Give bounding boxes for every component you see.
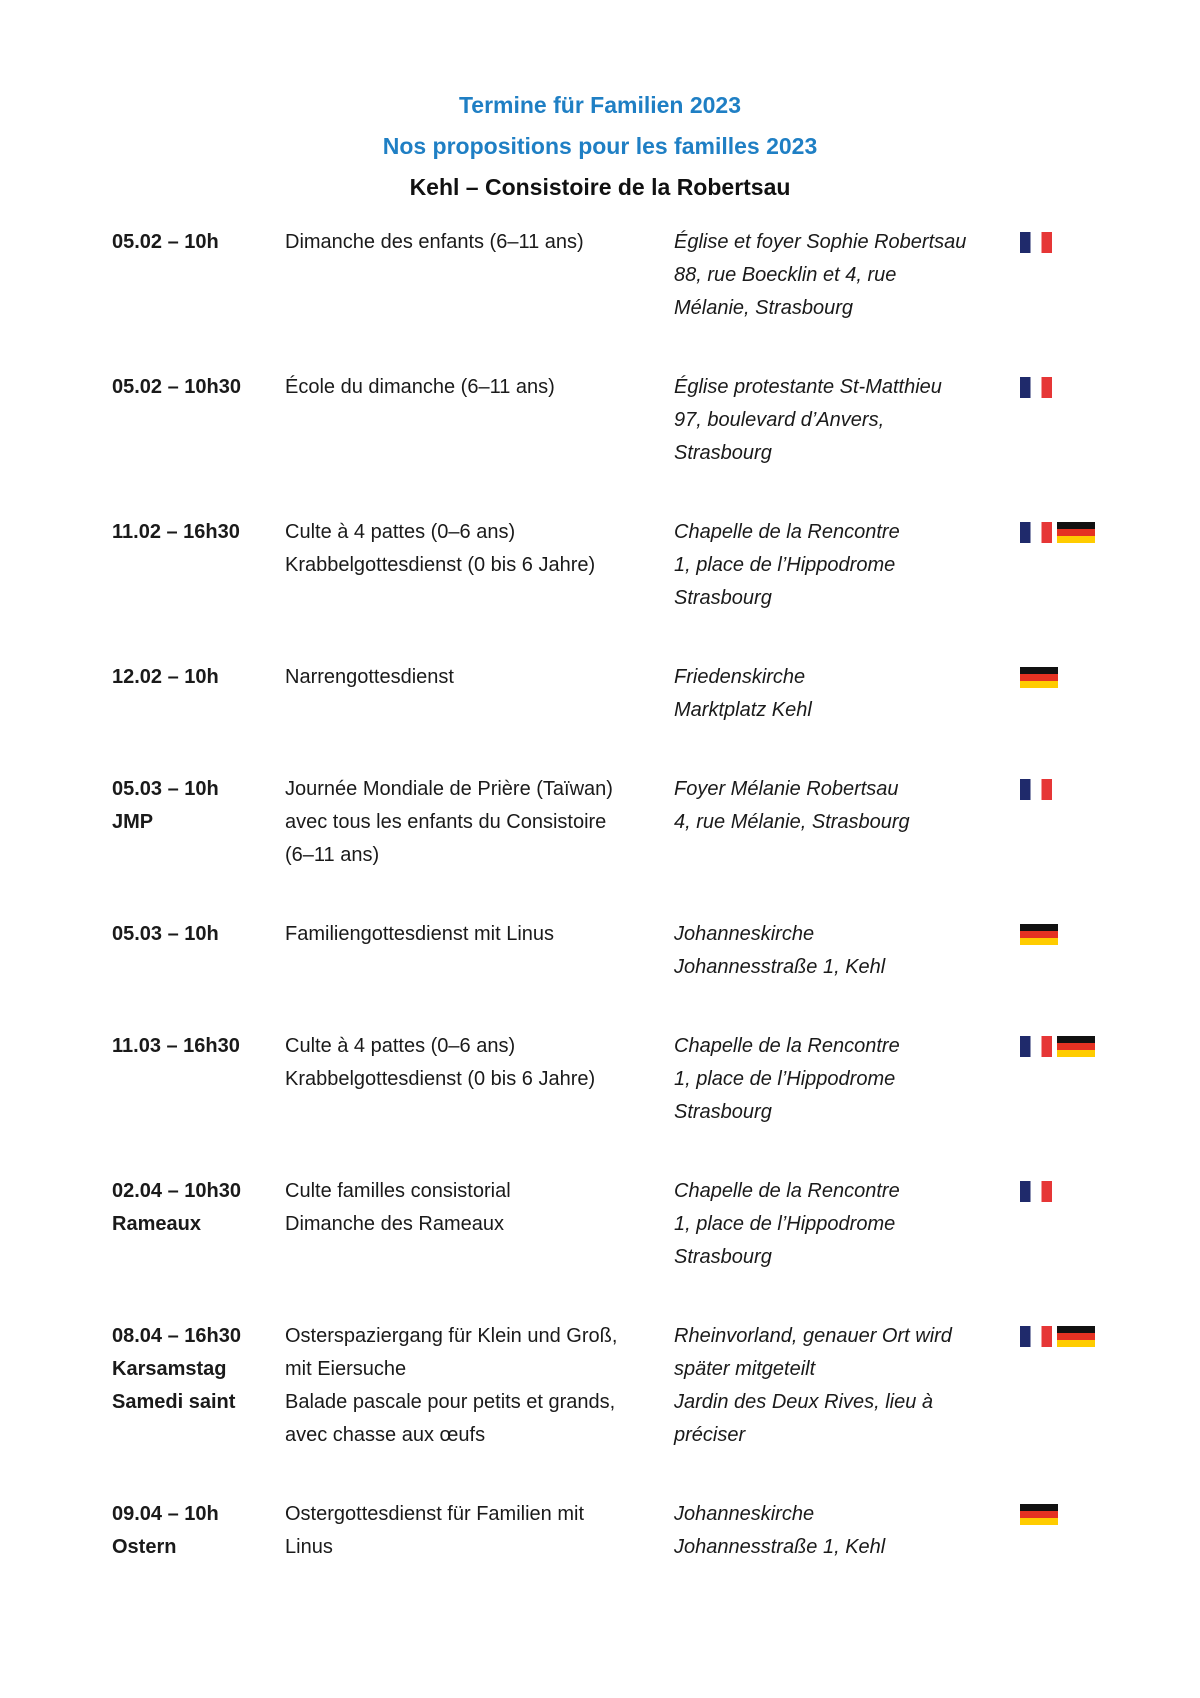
french-flag-icon bbox=[1020, 232, 1052, 253]
entry-date bbox=[112, 661, 277, 694]
language-flags bbox=[1020, 1036, 1095, 1056]
entry-date bbox=[112, 773, 277, 839]
entry-date-line: 05.03 – 10h bbox=[112, 923, 219, 945]
entry-location-line: 97, boulevard d’Anvers, bbox=[674, 409, 885, 431]
entry-date-line: Ostern bbox=[112, 1536, 177, 1558]
entry-location-line: 1, place de l’Hippodrome bbox=[674, 554, 896, 576]
entry-title-line: Journée Mondiale de Prière (Taïwan) bbox=[285, 778, 613, 800]
schedule-entry bbox=[100, 1503, 1110, 1580]
entry-title-line: Dimanche des Rameaux bbox=[285, 1213, 504, 1235]
language-flags bbox=[1020, 1326, 1095, 1346]
entry-date bbox=[112, 516, 277, 549]
entry-location-line: Église protestante St-Matthieu bbox=[674, 376, 942, 398]
entry-date-line: 08.04 – 16h30 bbox=[112, 1325, 241, 1347]
entry-location-line: Jardin des Deux Rives, lieu à bbox=[674, 1391, 934, 1413]
entry-title-line: Culte à 4 pattes (0–6 ans) bbox=[285, 1035, 516, 1057]
entry-location bbox=[674, 661, 1004, 727]
french-flag-icon bbox=[1020, 779, 1052, 800]
entry-title bbox=[285, 773, 670, 872]
entry-location bbox=[674, 773, 1004, 839]
language-flags bbox=[1020, 522, 1095, 542]
entry-location-line: Friedenskirche bbox=[674, 666, 806, 688]
entry-date bbox=[112, 1498, 277, 1564]
entry-title-line: Culte à 4 pattes (0–6 ans) bbox=[285, 521, 516, 543]
schedule-entry bbox=[100, 231, 1110, 341]
entry-title-line: Familiengottesdienst mit Linus bbox=[285, 923, 555, 945]
entry-location bbox=[674, 371, 1004, 470]
german-flag-icon bbox=[1057, 1036, 1095, 1057]
entry-location-line: préciser bbox=[674, 1424, 746, 1446]
entry-date-line: 11.02 – 16h30 bbox=[112, 521, 240, 543]
entry-date bbox=[112, 226, 277, 259]
entry-location-line: später mitgeteilt bbox=[674, 1358, 816, 1380]
title-german: Termine für Familien 2023 bbox=[458, 92, 742, 118]
entry-location-line: Johannesstraße 1, Kehl bbox=[674, 956, 886, 978]
entry-location-line: 1, place de l’Hippodrome bbox=[674, 1068, 896, 1090]
entry-date bbox=[112, 1175, 277, 1241]
entry-title bbox=[285, 661, 670, 694]
entry-location-line: 4, rue Mélanie, Strasbourg bbox=[674, 811, 910, 833]
german-flag-icon bbox=[1020, 1504, 1058, 1525]
entry-location bbox=[674, 1498, 1004, 1564]
entry-location bbox=[674, 1175, 1004, 1274]
entry-location-line: 1, place de l’Hippodrome bbox=[674, 1213, 896, 1235]
entry-date-line: 02.04 – 10h30 bbox=[112, 1180, 241, 1202]
entry-date-line: Samedi saint bbox=[112, 1391, 236, 1413]
language-flags bbox=[1020, 1181, 1052, 1201]
french-flag-icon bbox=[1020, 377, 1052, 398]
entry-date-line: Rameaux bbox=[112, 1213, 201, 1235]
entry-location-line: Strasbourg bbox=[674, 1246, 772, 1268]
entry-title bbox=[285, 1175, 670, 1241]
entry-location-line: Johanneskirche bbox=[674, 1503, 815, 1525]
entry-location bbox=[674, 918, 1004, 984]
schedule-entry bbox=[100, 666, 1110, 743]
french-flag-icon bbox=[1020, 1181, 1052, 1202]
entry-title-line: Balade pascale pour petits et grands, bbox=[285, 1391, 616, 1413]
entry-date-line: Karsamstag bbox=[112, 1358, 227, 1380]
entry-location-line: Foyer Mélanie Robertsau bbox=[674, 778, 899, 800]
entry-title-line: Krabbelgottesdienst (0 bis 6 Jahre) bbox=[285, 1068, 596, 1090]
entry-title-line: avec tous les enfants du Consistoire bbox=[285, 811, 607, 833]
entry-title bbox=[285, 918, 670, 951]
entry-date-line: 05.02 – 10h30 bbox=[112, 376, 241, 398]
entry-date-line: JMP bbox=[112, 811, 154, 833]
german-flag-icon bbox=[1057, 1326, 1095, 1347]
entry-title-line: Dimanche des enfants (6–11 ans) bbox=[285, 231, 584, 253]
entry-title-line: Ostergottesdienst für Familien mit bbox=[285, 1503, 584, 1525]
entry-title-line: Linus bbox=[285, 1536, 333, 1558]
entry-location-line: Strasbourg bbox=[674, 442, 772, 464]
entry-location bbox=[674, 1030, 1004, 1129]
entry-location-line: Johanneskirche bbox=[674, 923, 815, 945]
schedule-entry bbox=[100, 521, 1110, 631]
language-flags bbox=[1020, 779, 1052, 799]
schedule-entry bbox=[100, 1035, 1110, 1145]
french-flag-icon bbox=[1020, 522, 1052, 543]
language-flags bbox=[1020, 924, 1058, 944]
entry-location-line: Église et foyer Sophie Robertsau bbox=[674, 231, 967, 253]
entry-title bbox=[285, 226, 670, 259]
title-french: Nos propositions pour les familles 2023 bbox=[382, 133, 818, 159]
entry-location-line: Mélanie, Strasbourg bbox=[674, 297, 853, 319]
schedule-entry bbox=[100, 376, 1110, 486]
entry-title bbox=[285, 371, 670, 404]
schedule-entry bbox=[100, 1180, 1110, 1290]
entry-location bbox=[674, 516, 1004, 615]
german-flag-icon bbox=[1020, 667, 1058, 688]
entry-title-line: Culte familles consistorial bbox=[285, 1180, 511, 1202]
entry-title-line: (6–11 ans) bbox=[285, 844, 380, 866]
entry-date bbox=[112, 371, 277, 404]
entry-title-line: mit Eiersuche bbox=[285, 1358, 407, 1380]
german-flag-icon bbox=[1057, 522, 1095, 543]
entry-title-line: Krabbelgottesdienst (0 bis 6 Jahre) bbox=[285, 554, 596, 576]
entry-date bbox=[112, 1030, 277, 1063]
french-flag-icon bbox=[1020, 1326, 1052, 1347]
entry-title-line: École du dimanche (6–11 ans) bbox=[285, 376, 555, 398]
entry-date bbox=[112, 1320, 277, 1419]
entry-location-line: Chapelle de la Rencontre bbox=[674, 1035, 900, 1057]
entry-date-line: 12.02 – 10h bbox=[112, 666, 219, 688]
entry-location-line: Johannesstraße 1, Kehl bbox=[674, 1536, 886, 1558]
language-flags bbox=[1020, 1504, 1058, 1524]
entry-title-line: Narrengottesdienst bbox=[285, 666, 454, 688]
schedule-entry bbox=[100, 923, 1110, 1000]
entry-location-line: Marktplatz Kehl bbox=[674, 699, 812, 721]
entry-location-line: Chapelle de la Rencontre bbox=[674, 521, 900, 543]
subtitle: Kehl – Consistoire de la Robertsau bbox=[409, 174, 791, 200]
german-flag-icon bbox=[1020, 924, 1058, 945]
entry-location bbox=[674, 226, 1004, 325]
language-flags bbox=[1020, 667, 1058, 687]
document-header bbox=[0, 85, 1200, 208]
entry-date bbox=[112, 918, 277, 951]
language-flags bbox=[1020, 377, 1052, 397]
language-flags bbox=[1020, 232, 1052, 252]
schedule-entry bbox=[100, 778, 1110, 888]
entry-title bbox=[285, 1320, 670, 1452]
french-flag-icon bbox=[1020, 1036, 1052, 1057]
entry-location-line: Strasbourg bbox=[674, 1101, 772, 1123]
entry-location-line: Rheinvorland, genauer Ort wird bbox=[674, 1325, 952, 1347]
entry-title-line: Osterspaziergang für Klein und Groß, bbox=[285, 1325, 618, 1347]
entry-title-line: avec chasse aux œufs bbox=[285, 1424, 486, 1446]
entry-date-line: 11.03 – 16h30 bbox=[112, 1035, 240, 1057]
entry-location-line: Strasbourg bbox=[674, 587, 772, 609]
entry-date-line: 05.03 – 10h bbox=[112, 778, 219, 800]
entry-title bbox=[285, 1498, 670, 1564]
entry-date-line: 09.04 – 10h bbox=[112, 1503, 219, 1525]
entry-location bbox=[674, 1320, 1004, 1452]
entry-title bbox=[285, 1030, 670, 1096]
entry-location-line: Chapelle de la Rencontre bbox=[674, 1180, 900, 1202]
entry-title bbox=[285, 516, 670, 582]
schedule-entry bbox=[100, 1325, 1110, 1468]
entry-date-line: 05.02 – 10h bbox=[112, 231, 219, 253]
entry-location-line: 88, rue Boecklin et 4, rue bbox=[674, 264, 897, 286]
